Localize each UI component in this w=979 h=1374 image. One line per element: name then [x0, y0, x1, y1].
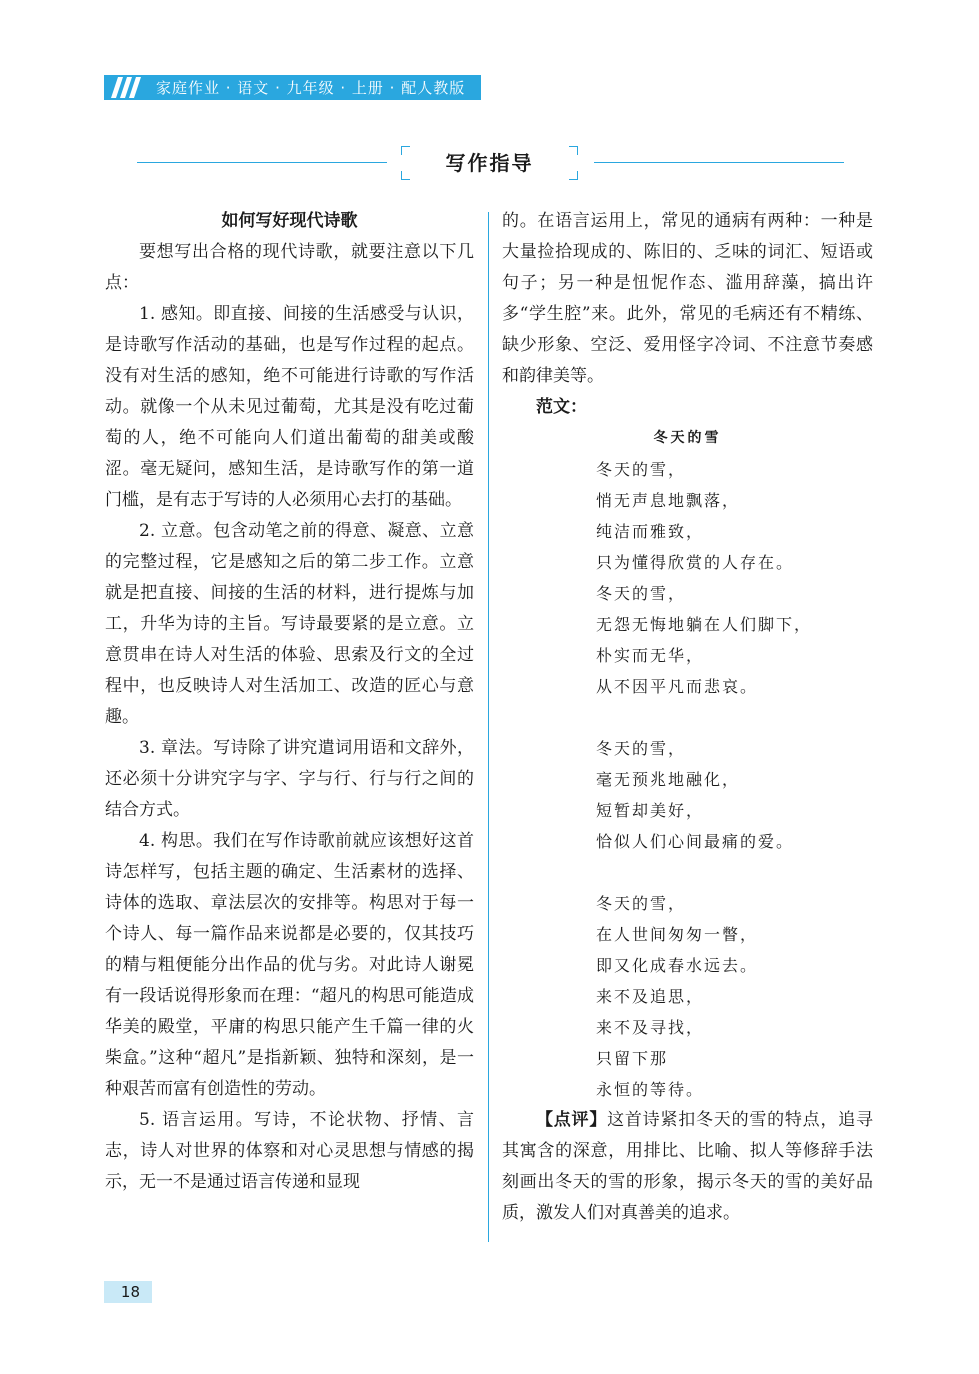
poem-line: 在人世间匆匆一瞥， — [596, 925, 759, 944]
title-rule-left — [137, 162, 387, 163]
article-paragraph: 2. 立意。包含动笔之前的得意、凝意、立意的完整过程，它是感知之后的第二步工作。立意就是把直接、间接的生活的材料，进行提炼与加工，升华为诗的主旨。写诗最要紧的是立意。立意贯串在诗人对生活的体验、思索及行文的全过程中，也反映诗人对生活加工、改造的匠心与意趣。 — [105, 521, 474, 727]
poem-line: 即又化成春水远去。 — [596, 956, 759, 975]
column-divider — [488, 212, 489, 1242]
poem-line: 冬天的雪， — [596, 894, 687, 913]
article-title: 如何写好现代诗歌 — [221, 211, 358, 231]
poem-line: 冬天的雪， — [596, 584, 687, 603]
article-paragraph: 4. 构思。我们在写作诗歌前就应该想好这首诗怎样写，包括主题的确定、生活素材的选择、诗体的选取、章法层次的安排等。构思对于每一个诗人、每一篇作品来说都是必要的，仅其技巧的精与粗便能分出作品的优与劣。对此诗人谢冕有一段话说得形象而在理：“超凡的构思可能造成华美的殿堂，平庸的构思只能产生千篇一律的火柴盒。”这种“超凡”是指新颖、独特和深刻，是一种艰苦而富有创造性的劳动。 — [105, 831, 474, 1099]
section-title: 写作指导 — [445, 151, 534, 175]
poem-line: 冬天的雪， — [596, 460, 687, 479]
poem-line: 无怨无悔地躺在人们脚下， — [596, 615, 813, 634]
poem-body — [502, 454, 873, 1105]
poem-line: 来不及追思， — [596, 987, 705, 1006]
poem-line: 只留下那 — [596, 1049, 669, 1068]
poem-line: 悄无声息地飘落， — [596, 491, 741, 510]
poem-line: 永恒的等待。 — [596, 1080, 705, 1099]
poem-line: 朴实而无华， — [596, 646, 705, 665]
poem-line: 从不因平凡而悲哀。 — [596, 677, 759, 696]
article-paragraph-continued: 5. 语言运用。写诗，不论状物、抒情、言志，诗人对世界的体察和对心灵思想与情感的揭示，无一不是通过语言传递和显现 — [105, 1110, 474, 1192]
section-title-box — [401, 146, 578, 180]
header-text: 家庭作业 · 语文 · 九年级 · 上册 · 配人教版 — [156, 79, 466, 97]
page-number: 18 — [104, 1281, 152, 1303]
poem-line: 纯洁而雅致， — [596, 522, 705, 541]
poem-line: 来不及寻找， — [596, 1018, 705, 1037]
comment-paragraph — [502, 1105, 873, 1229]
article-paragraph: 1. 感知。即直接、间接的生活感受与认识，是诗歌写作活动的基础，也是写作过程的起点。没有对生活的感知，绝不可能进行诗歌的写作活动。就像一个从未见过葡萄，尤其是没有吃过葡萄的人，绝不可能向人们道出葡萄的甜美或酸涩。毫无疑问，感知生活，是诗歌写作的第一道门槛，是有志于写诗的人必须用心去打的基础。 — [105, 304, 474, 510]
article-paragraph-continuation: 的。在语言运用上，常见的通病有两种：一种是大量捡拾现成的、陈旧的、乏味的词汇、短语或句子；另一种是忸怩作态、滥用辞藻，搞出许多“学生腔”来。此外，常见的毛病还有不精练、缺少形象、空泛、爱用怪字冷词、不注意节奏感和韵律美等。 — [502, 211, 873, 386]
header-band — [104, 75, 481, 100]
poem-line: 短暂却美好， — [596, 801, 705, 820]
comment-text: 这首诗紧扣冬天的雪的特点，追寻其寓含的深意，用排比、比喻、拟人等修辞手法刻画出冬天的雪的形象，揭示冬天的雪的美好品质，激发人们对真善美的追求。 — [502, 1110, 874, 1223]
left-column — [105, 206, 474, 1198]
poem-line: 恰似人们心间最痛的爱。 — [596, 832, 795, 851]
article-paragraph: 3. 章法。写诗除了讲究遣词用语和文辞外，还必须十分讲究字与字、字与行、行与行之间的结合方式。 — [105, 738, 474, 820]
poem-line: 毫无预兆地融化， — [596, 770, 741, 789]
article-paragraph: 要想写出合格的现代诗歌，就要注意以下几点： — [105, 242, 474, 293]
title-rule-right — [594, 162, 844, 163]
model-essay-label: 范文： — [536, 397, 587, 417]
slash-decoration-icon — [110, 75, 150, 100]
poem-title: 冬天的雪 — [653, 430, 722, 446]
right-column — [502, 206, 873, 1229]
comment-label: 【点评】 — [536, 1110, 608, 1130]
poem-line: 只为懂得欣赏的人存在。 — [596, 553, 795, 572]
poem-line: 冬天的雪， — [596, 739, 687, 758]
